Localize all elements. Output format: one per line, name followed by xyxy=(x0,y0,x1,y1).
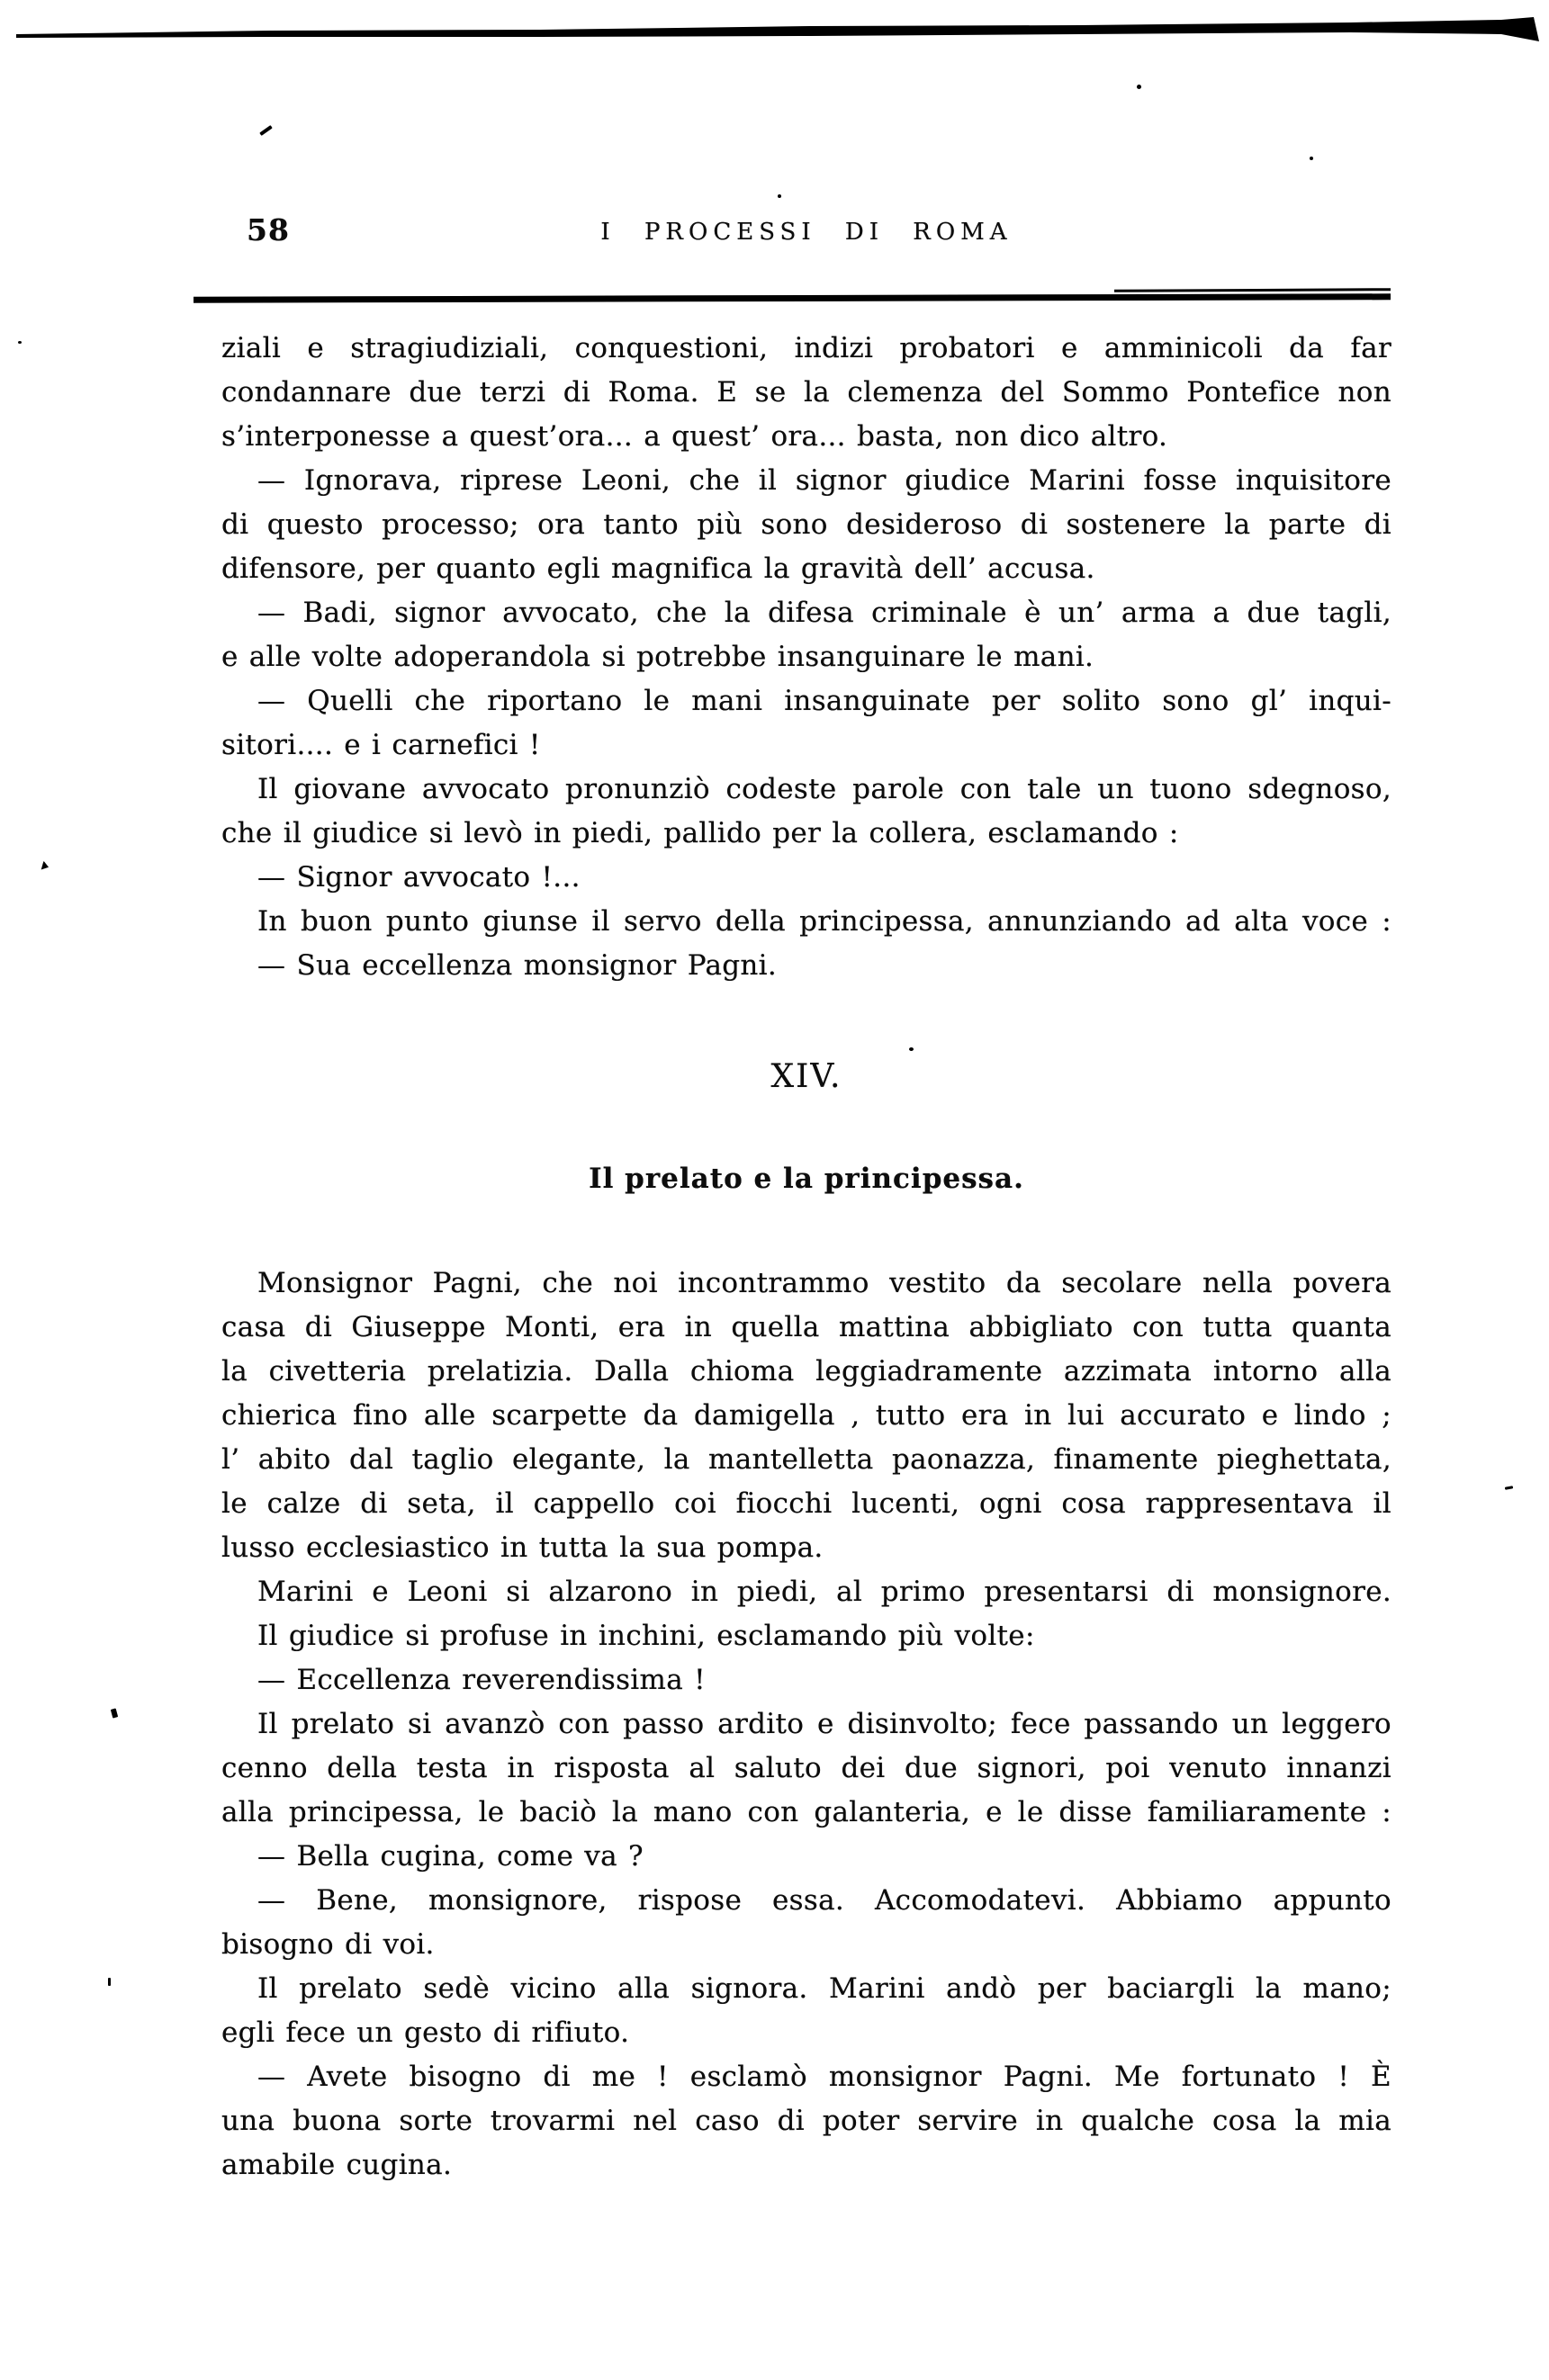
text-line: sitori.... e i carnefici ! xyxy=(221,729,541,761)
text-block-1 xyxy=(221,327,1391,988)
scan-speck xyxy=(1310,157,1313,160)
text-line: alla principessa, le baciò la mano con galanteria, e le disse familiaramente : xyxy=(221,1796,1391,1828)
text-line: lusso ecclesiastico in tutta la sua pompa. xyxy=(221,1531,824,1564)
scan-speck xyxy=(111,1708,118,1718)
text-line: In buon punto giunse il servo della principessa, annunziando ad alta voce : xyxy=(257,905,1391,938)
paragraph xyxy=(221,679,1391,768)
text-line: — Quelli che riportano le mani insanguinate per solito sono gl’ inqui- xyxy=(257,685,1391,717)
text-line: — Signor avvocato !... xyxy=(257,861,581,894)
text-line: — Badi, signor avvocato, che la difesa criminale è un’ arma a due tagli, xyxy=(257,597,1391,629)
text-line: — Bene, monsignore, rispose essa. Accomodatevi. Abbiamo appunto xyxy=(257,1884,1391,1917)
text-line: — Sua eccellenza monsignor Pagni. xyxy=(257,949,778,982)
scan-speck xyxy=(909,1047,914,1051)
text-line: Il giovane avvocato pronunziò codeste parole con tale un tuono sdegnoso, xyxy=(257,773,1391,805)
running-title: I PROCESSI DI ROMA xyxy=(600,219,1013,246)
text-line: una buona sorte trovarmi nel caso di poter servire in qualche cosa la mia xyxy=(221,2105,1391,2137)
text-line: — Bella cugina, come va ? xyxy=(257,1840,644,1873)
scan-speck xyxy=(18,341,22,344)
text-block-2 xyxy=(221,1262,1391,2187)
scan-speck xyxy=(108,1978,111,1986)
text-line: le calze di seta, il cappello coi fiocchi lucenti, ogni cosa rappresentava il xyxy=(221,1487,1391,1520)
page-number: 58 xyxy=(247,212,290,247)
scan-speck xyxy=(1137,85,1141,89)
paragraph xyxy=(221,1570,1391,1614)
paragraph xyxy=(221,1835,1391,1879)
scan-artifact-top-line xyxy=(0,0,1549,54)
text-line: Marini e Leoni si alzarono in piedi, al primo presentarsi di monsignore. xyxy=(257,1576,1391,1608)
text-line: Il prelato sedè vicino alla signora. Marini andò per baciargli la mano; xyxy=(257,1972,1391,2005)
chapter-number: XIV. xyxy=(770,1058,842,1095)
text-line: Monsignor Pagni, che noi incontrammo vestito da secolare nella povera xyxy=(257,1267,1391,1299)
text-line: ziali e stragiudiziali, conquestioni, indizi probatori e amminicoli da far xyxy=(221,332,1391,364)
scan-speck xyxy=(778,194,781,198)
text-line: — Avete bisogno di me ! esclamò monsignor Pagni. Me fortunato ! È xyxy=(257,2061,1391,2093)
paragraph xyxy=(221,1658,1391,1702)
text-line: condannare due terzi di Roma. E se la clemenza del Sommo Pontefice non xyxy=(221,376,1391,409)
paragraph xyxy=(221,856,1391,900)
paragraph xyxy=(221,768,1391,856)
text-line: s’interponesse a quest’ora... a quest’ ora... basta, non dico altro. xyxy=(221,420,1168,453)
text-line: — Eccellenza reverendissima ! xyxy=(257,1664,706,1696)
paragraph xyxy=(221,1702,1391,1835)
header-rule xyxy=(194,293,1391,302)
text-line: cenno della testa in risposta al saluto dei due signori, poi venuto innanzi xyxy=(221,1752,1391,1784)
text-line: di questo processo; ora tanto più sono desideroso di sostenere la parte di xyxy=(221,508,1391,541)
paragraph xyxy=(221,1967,1391,2055)
text-line: che il giudice si levò in piedi, pallido per la collera, esclamando : xyxy=(221,817,1179,849)
scan-speck xyxy=(259,125,273,136)
text-line: amabile cugina. xyxy=(221,2149,453,2181)
text-line: egli fece un gesto di rifiuto. xyxy=(221,2016,630,2049)
text-line: casa di Giuseppe Monti, era in quella mattina abbigliato con tutta quanta xyxy=(221,1311,1391,1343)
paragraph xyxy=(221,2055,1391,2187)
text-line: e alle volte adoperandola si potrebbe insanguinare le mani. xyxy=(221,641,1094,673)
text-line: la civetteria prelatizia. Dalla chioma leggiadramente azzimata intorno alla xyxy=(221,1355,1391,1388)
paragraph xyxy=(221,327,1391,459)
paragraph xyxy=(221,591,1391,679)
scan-speck xyxy=(1505,1486,1513,1490)
chapter-title: Il prelato e la principessa. xyxy=(589,1163,1024,1195)
paragraph xyxy=(221,1614,1391,1658)
header-rule-overlap xyxy=(1114,288,1391,292)
text-line: l’ abito dal taglio elegante, la mantelletta paonazza, finamente pieghettata, xyxy=(221,1443,1391,1476)
text-line: — Ignorava, riprese Leoni, che il signor giudice Marini fosse inquisitore xyxy=(257,464,1391,497)
paragraph xyxy=(221,459,1391,591)
text-line: bisogno di voi. xyxy=(221,1928,435,1961)
paragraph xyxy=(221,1879,1391,1967)
paragraph xyxy=(221,900,1391,944)
text-line: difensore, per quanto egli magnifica la gravità dell’ accusa. xyxy=(221,552,1095,585)
text-line: Il giudice si profuse in inchini, esclamando più volte: xyxy=(257,1620,1035,1652)
text-line: Il prelato si avanzò con passo ardito e disinvolto; fece passando un leggero xyxy=(257,1708,1391,1740)
paragraph xyxy=(221,944,1391,988)
scan-speck xyxy=(40,861,50,872)
paragraph xyxy=(221,1262,1391,1570)
text-line: chierica fino alle scarpette da damigella , tutto era in lui accurato e lindo ; xyxy=(221,1399,1391,1432)
